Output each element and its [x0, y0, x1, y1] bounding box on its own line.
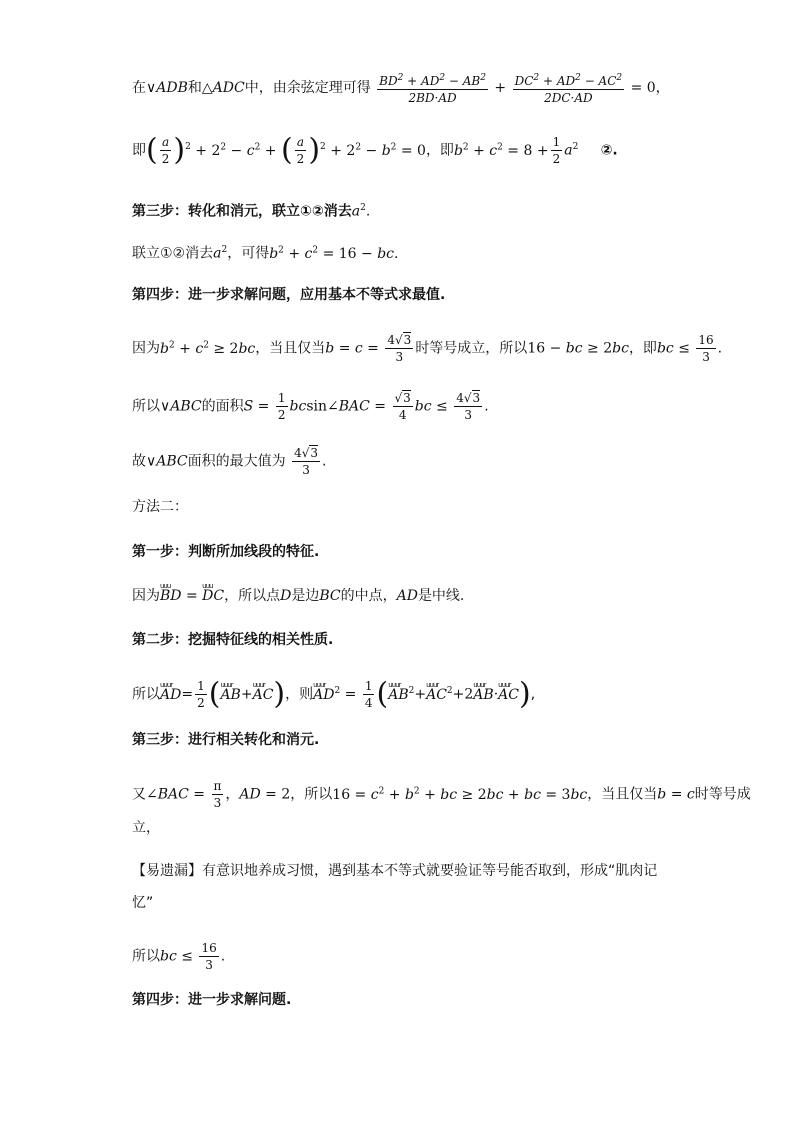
text: 联立①②消去	[132, 245, 214, 262]
text: 所以	[132, 948, 160, 965]
text: ，当且仅当	[255, 340, 326, 357]
text: = 0，	[630, 80, 670, 96]
m2-step3-title: 第三步：进行相关转化和消元.	[132, 732, 320, 748]
m2-step3-body-cont: 立，	[132, 820, 160, 836]
text: 有意识地养成习惯，遇到基本不等式就要验证等号能否取到，形成“肌肉记	[202, 863, 658, 879]
text: ，即	[425, 142, 454, 159]
text: ②.	[600, 142, 618, 159]
text: 时等号成	[694, 786, 751, 803]
step4-line3: 故∨ABC面积的最大值为 $\frac{4√3}{3}$ .	[132, 446, 327, 477]
text: 所以	[132, 398, 160, 415]
triangle-adb: ∨ADB	[146, 80, 188, 96]
text: ，当且仅当	[587, 786, 658, 803]
text: ，则	[285, 686, 314, 703]
step3-title: 第三步：转化和消元，联立①②消去$a^2$.	[132, 203, 371, 220]
text: 时等号成立，所以	[415, 340, 528, 357]
tip-line-cont: 忆”	[132, 895, 154, 911]
text: 因为	[132, 588, 160, 604]
text: 所以	[132, 686, 160, 703]
step3-body: 联立①②消去$a^2$，可得$b^2 + c^2 = 16$ − bc.	[132, 245, 399, 262]
step4-line2: 所以∨ABC的面积S = $\frac{1}{2}$ bcsin∠BAC = $\frac{√3}{4}$ bc ≤ $\frac{4√3}{3}$ .	[132, 391, 489, 422]
text: 故	[132, 453, 146, 470]
text: 面积的最大值为	[187, 453, 286, 470]
equation-line-2: 即( $\frac{a}{2}$ )$^2 + 2^2 - c^2$ + ( $\frac{a}{2}$ )$^2 + 2^2 - b^2 = 0$，即$b^2 + c^2 = 8$ + $\frac{1}{2}$ $a^2$ ②.	[132, 132, 618, 168]
text: 即	[132, 142, 146, 159]
tip-line	[132, 861, 754, 881]
text: 的面积	[201, 398, 244, 415]
text: 又	[132, 786, 146, 803]
text: 在	[132, 80, 146, 96]
m2-step1-body: 因为uuu BD = uuu DC，所以点D是边BC的中点，AD是中线.	[132, 586, 754, 606]
step4-title: 第四步：进一步求解问题，应用基本不等式求最值.	[132, 287, 446, 303]
fraction-bd: $\frac{BD^2 + AD^2 - AB^2}{2BD\cdot AD}$	[377, 70, 488, 106]
m2-conclusion: 所以bc ≤ $\frac{16}{3}$ .	[132, 941, 226, 972]
text: 和	[187, 80, 202, 96]
text: ，可得	[227, 245, 270, 262]
triangle-adc: △ADC	[201, 80, 245, 96]
m2-step2-title: 第二步：挖掘特征线的相关性质.	[132, 632, 334, 648]
text: 的中点，	[340, 588, 397, 604]
cosine-law-line: 在∨ADB和△ADC中，由余弦定理可得 $\frac{BD^2 + AD^2 - AB^2}{2BD\cdot AD}$ + $\frac{DC^2 + AD^2 - AC^2}{2DC\cdot AD}$ = 0，	[132, 70, 754, 106]
text: ，所以	[290, 786, 333, 803]
text: ，所以点	[224, 588, 281, 604]
method2-label: 方法二：	[132, 499, 188, 515]
m2-step1-title: 第一步：判断所加线段的特征.	[132, 544, 320, 560]
text: 第三步：转化和消元，联立①②消去	[132, 203, 352, 220]
tip-tag: 【易遗漏】	[132, 863, 202, 879]
text: ，即	[628, 340, 657, 357]
text: 是边	[291, 588, 320, 604]
step4-line1: 因为$b^2 + c^2 \ge 2bc$，当且仅当b = c = $\frac{4√3}{3}$ 时等号成立，所以16 − bc ≥ 2bc，即bc ≤ $\frac{16}{3}$ .	[132, 333, 723, 364]
m2-step3-body: 又∠BAC = $\frac{\pi}{3}$ ，AD = 2，所以$16 = c^2 + b^2$ + bc ≥ 2bc + bc = 3bc，当且仅当b = c时等号成	[132, 779, 751, 810]
text: ，	[225, 786, 240, 803]
m2-step2-body: 所以uuur AD= $\frac{1}{2}$ (uuur AB+uuur AC)，则uuur $AD^2$ = $\frac{1}{4}$ (uuur $AB^2+uuur$ $AC^2+2uuur$ AB·uuur AC),	[132, 678, 754, 711]
text: 因为	[132, 340, 160, 357]
fraction-dc: $\frac{DC^2 + AD^2 - AC^2}{2DC\cdot AD}$	[513, 70, 625, 106]
text: 中，由余弦定理可得	[244, 80, 371, 96]
m2-step4-title: 第四步：进一步求解问题.	[132, 992, 292, 1008]
text: 是中线.	[417, 588, 465, 604]
